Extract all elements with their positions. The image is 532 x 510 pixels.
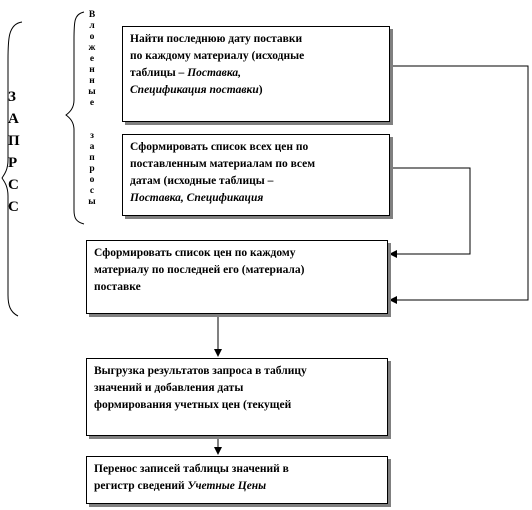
vertical-letter: п [89,153,95,163]
vertical-letter: В [88,10,96,20]
box-text-line [130,65,382,82]
box-text-line: по каждому материалу (исходные [130,50,305,62]
side-letter: П [8,133,20,149]
vertical-letter: а [89,142,95,152]
box-text-line: датам (исходные таблицы – [130,175,274,187]
inner-brace [66,12,84,224]
box-text-italic: Спецификация поставки [130,84,259,96]
box-text-line: значений и добавления даты [94,382,244,394]
vertical-letter: л [89,21,95,31]
box-text-line: Перенос записей таблицы значений в [94,463,289,475]
box-text: регистр сведений [94,480,188,492]
vertical-letter: р [89,164,95,174]
box-text-line: формирования учетных цен (текущей [94,399,292,411]
box-text-line: Сформировать список всех цен по [130,141,309,153]
side-letter: С [8,199,19,215]
vertical-letter: е [89,98,95,108]
box-text-line: поставленным материалам по всем [130,158,316,170]
side-letter: З [8,89,16,105]
vertical-letter: о [89,32,95,42]
box-text-line [130,82,382,99]
side-letter: Р [8,155,18,171]
box-text-line [94,478,380,495]
vertical-letter: с [89,186,95,196]
vertical-letter: о [89,175,95,185]
box-text-line: поставке [94,281,141,293]
box-text-italic: Поставка, Спецификация [130,192,264,204]
side-letters [8,86,20,218]
box-text-italic: Учетные Цены [187,480,267,492]
box-text-line: Сформировать список цен по каждому [94,247,296,259]
side-letter: С [8,177,19,193]
vertical-letter: ы [88,87,96,97]
vertical-letter: з [90,131,94,141]
step-box-all-prices [122,134,390,216]
vertical-letter: ы [88,197,96,207]
vertical-letter: н [89,76,95,86]
box-text: таблицы – [130,67,188,79]
connector-box2-to-box3 [390,168,470,254]
box-text-italic: Поставка, [187,67,241,79]
step-box-find-last-date [122,26,390,122]
vertical-gap [86,109,98,131]
vertical-letter: н [89,65,95,75]
box-text-line: Выгрузка результатов запроса в таблицу [94,365,307,377]
step-box-transfer-records [86,456,388,504]
box-text: ) [258,84,263,96]
vertical-letter: е [89,54,95,64]
step-box-price-per-material [86,240,388,314]
box-text-line: материалу по последней его (материала) [94,264,305,276]
connector-box1-to-box3 [390,66,528,300]
vertical-label-nested [86,10,98,208]
step-box-export-results [86,358,388,436]
side-letter: А [8,111,19,127]
vertical-letter: ж [88,43,96,53]
box-text-line: Найти последнюю дату поставки [130,33,303,45]
